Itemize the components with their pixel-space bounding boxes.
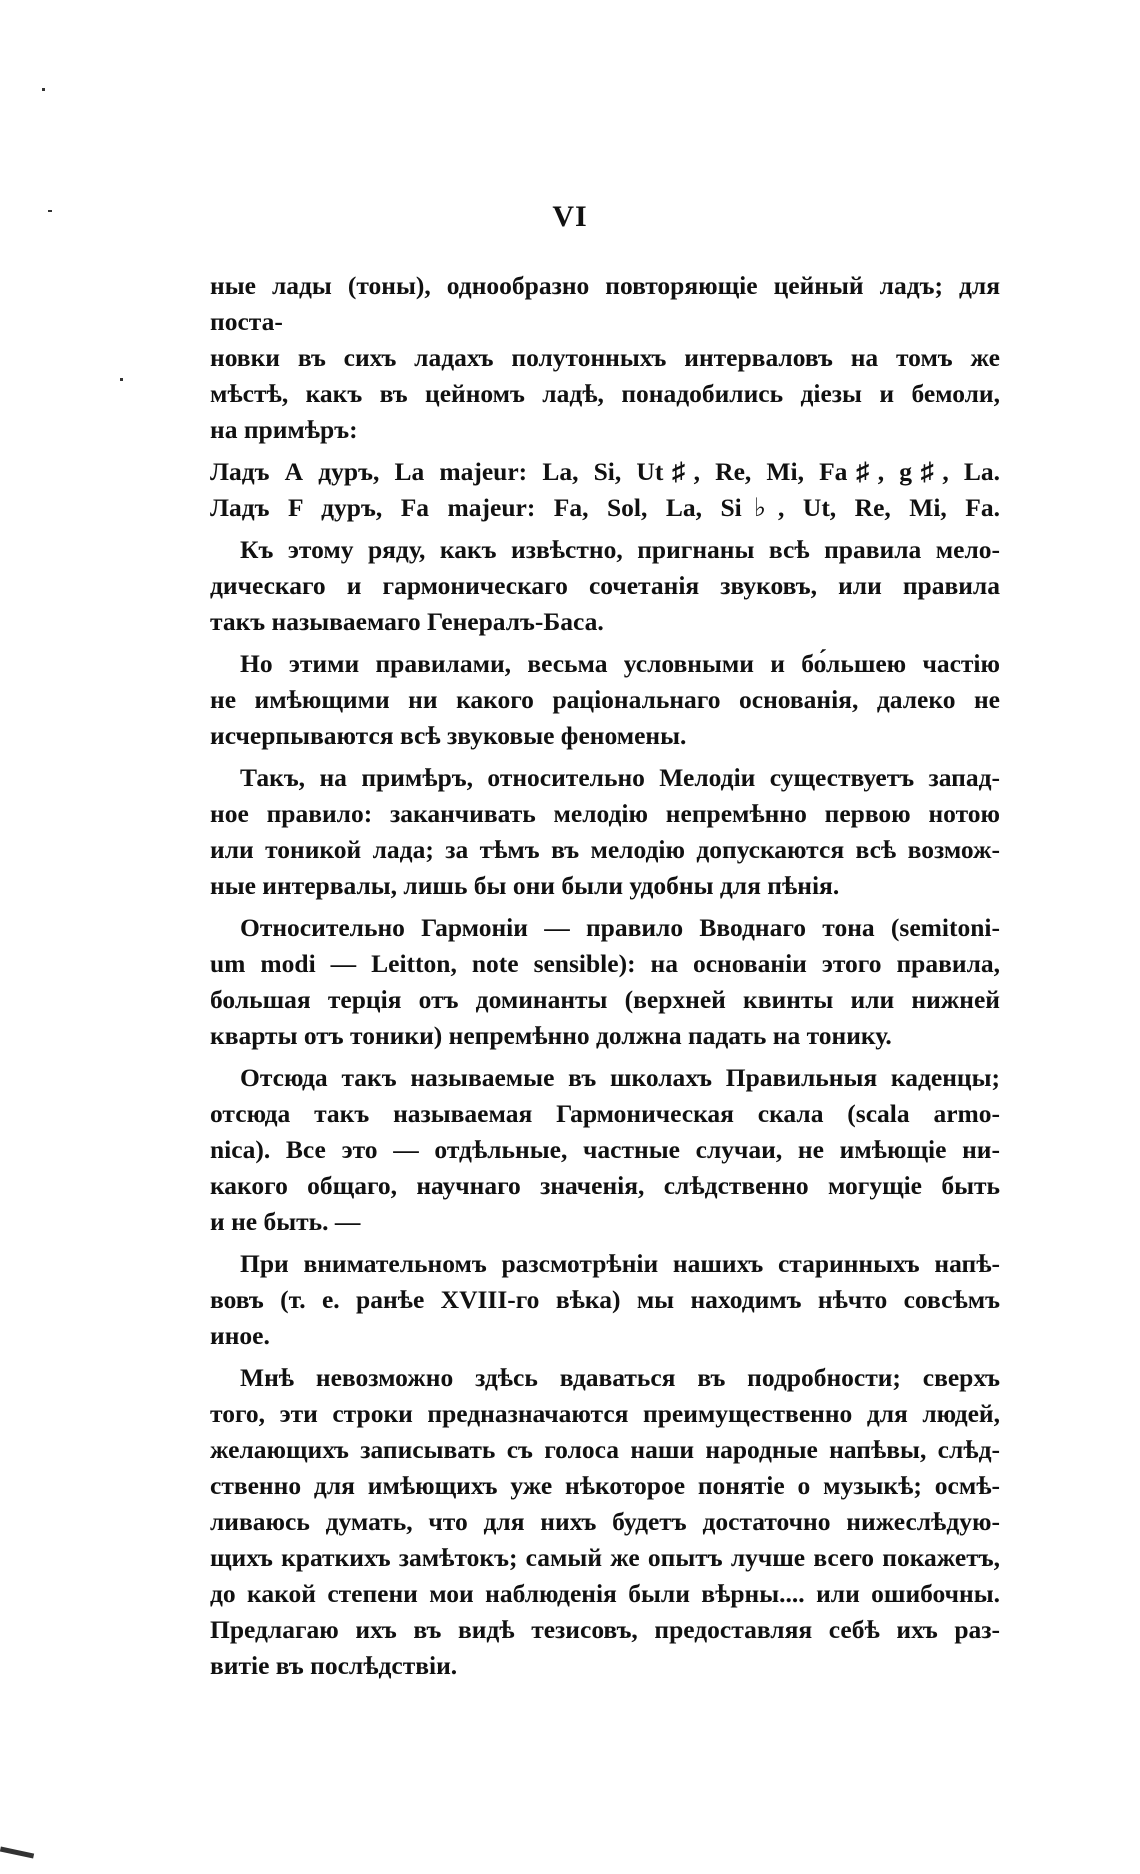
paragraph-9 (210, 1360, 1000, 1684)
scan-speck (0, 1847, 34, 1859)
text-line: Къ этому ряду, какъ извѣстно, пригнаны всѣ правила мело- (240, 535, 1000, 564)
text-line: Но этими правилами, весьма условными и бо́льшею частію (240, 649, 1000, 678)
paragraph-6 (210, 910, 1000, 1054)
text-line: витіе въ послѣдствіи. (210, 1651, 458, 1680)
text-line: того, эти строки предназначаются преимущественно для людей, (210, 1399, 1000, 1428)
text-line: новки въ сихъ ладахъ полутонныхъ интерваловъ на томъ же (210, 343, 1000, 372)
text-line: отсюда такъ называемая Гармоническая скала (scala armo- (210, 1099, 1000, 1128)
text-line: Такъ, на примѣръ, относительно Мелодіи существуетъ запад- (240, 763, 1000, 792)
text-line: кварты отъ тоники) непремѣнно должна падать на тонику. (210, 1021, 892, 1050)
scan-speck (42, 88, 45, 91)
text-line: ные лады (тоны), однообразно повторяющіе цейный ладъ; для поста- (210, 271, 1000, 336)
text-line: ные интервалы, лишь бы они были удобны для пѣнія. (210, 871, 840, 900)
text-line: Ладъ F дуръ, Fa majeur: Fa, Sol, La, Si♭, Ut, Re, Mi, Fa. (210, 493, 1000, 522)
paragraph-5 (210, 760, 1000, 904)
text-line: Предлагаю ихъ въ видѣ тезисовъ, предоставляя себѣ ихъ раз- (210, 1615, 1000, 1644)
paragraph-7 (210, 1060, 1000, 1240)
text-line: Мнѣ невозможно здѣсь вдаваться въ подробности; сверхъ (240, 1363, 1000, 1392)
text-line: ственно для имѣющихъ уже нѣкоторое понятіе о музыкѣ; осмѣ- (210, 1471, 1000, 1500)
text-line: большая терція отъ доминанты (верхней квинты или нижней (210, 985, 1000, 1014)
text-line: желающихъ записывать съ голоса наши народные напѣвы, слѣд- (210, 1435, 1000, 1464)
paragraph-8 (210, 1246, 1000, 1354)
text-line: um modi — Leitton, note sensible): на основаніи этого правила, (210, 949, 1000, 978)
text-line: вовъ (т. е. ранѣе XVIII-го вѣка) мы находимъ нѣчто совсѣмъ (210, 1285, 1000, 1314)
text-line: Ладъ А дуръ, La majeur: La, Si, Ut♯, Re, Mi, Fa♯, g♯, La. (210, 457, 1000, 486)
paragraph-2-scale-examples (210, 454, 1000, 526)
text-line: иное. (210, 1321, 270, 1350)
text-line: Относительно Гармоніи — правило Вводнаго тона (semitoni- (240, 913, 1000, 942)
text-line: до какой степени мои наблюденія были вѣрны.... или ошибочны. (210, 1579, 1000, 1608)
text-line: nica). Все это — отдѣльные, частные случаи, не имѣющіе ни- (210, 1135, 1000, 1164)
paragraph-3 (210, 532, 1000, 640)
text-line: щихъ краткихъ замѣтокъ; самый же опытъ лучше всего покажетъ, (210, 1543, 1000, 1572)
scan-speck (120, 378, 123, 381)
text-line: При внимательномъ разсмотрѣніи нашихъ старинныхъ напѣ- (240, 1249, 1000, 1278)
body-text (210, 268, 1000, 1690)
page-number: VI (552, 200, 588, 233)
text-line: дическаго и гармоническаго сочетанія звуковъ, или правила (210, 571, 1000, 600)
text-line: такъ называемаго Генералъ-Баса. (210, 607, 604, 636)
scan-speck (48, 210, 52, 212)
paragraph-4 (210, 646, 1000, 754)
text-line: не имѣющими ни какого раціональнаго основанія, далеко не (210, 685, 1000, 714)
paragraph-1 (210, 268, 1000, 448)
text-line: какого общаго, научнаго значенія, слѣдственно могущіе быть (210, 1171, 1000, 1200)
text-line: ливаюсь думать, что для нихъ будетъ достаточно нижеслѣдую- (210, 1507, 1000, 1536)
text-line: или тоникой лада; за тѣмъ въ мелодію допускаются всѣ возмож- (210, 835, 1000, 864)
text-line: исчерпываются всѣ звуковые феномены. (210, 721, 687, 750)
text-line: Отсюда такъ называемые въ школахъ Правильныя каденцы; (240, 1063, 1000, 1092)
text-line: мѣстѣ, какъ въ цейномъ ладѣ, понадобились діезы и бемоли, (210, 379, 1000, 408)
text-line: ное правило: заканчивать мелодію непремѣнно первою нотою (210, 799, 1000, 828)
text-line: на примѣръ: (210, 415, 358, 444)
text-line: и не быть. — (210, 1207, 361, 1236)
